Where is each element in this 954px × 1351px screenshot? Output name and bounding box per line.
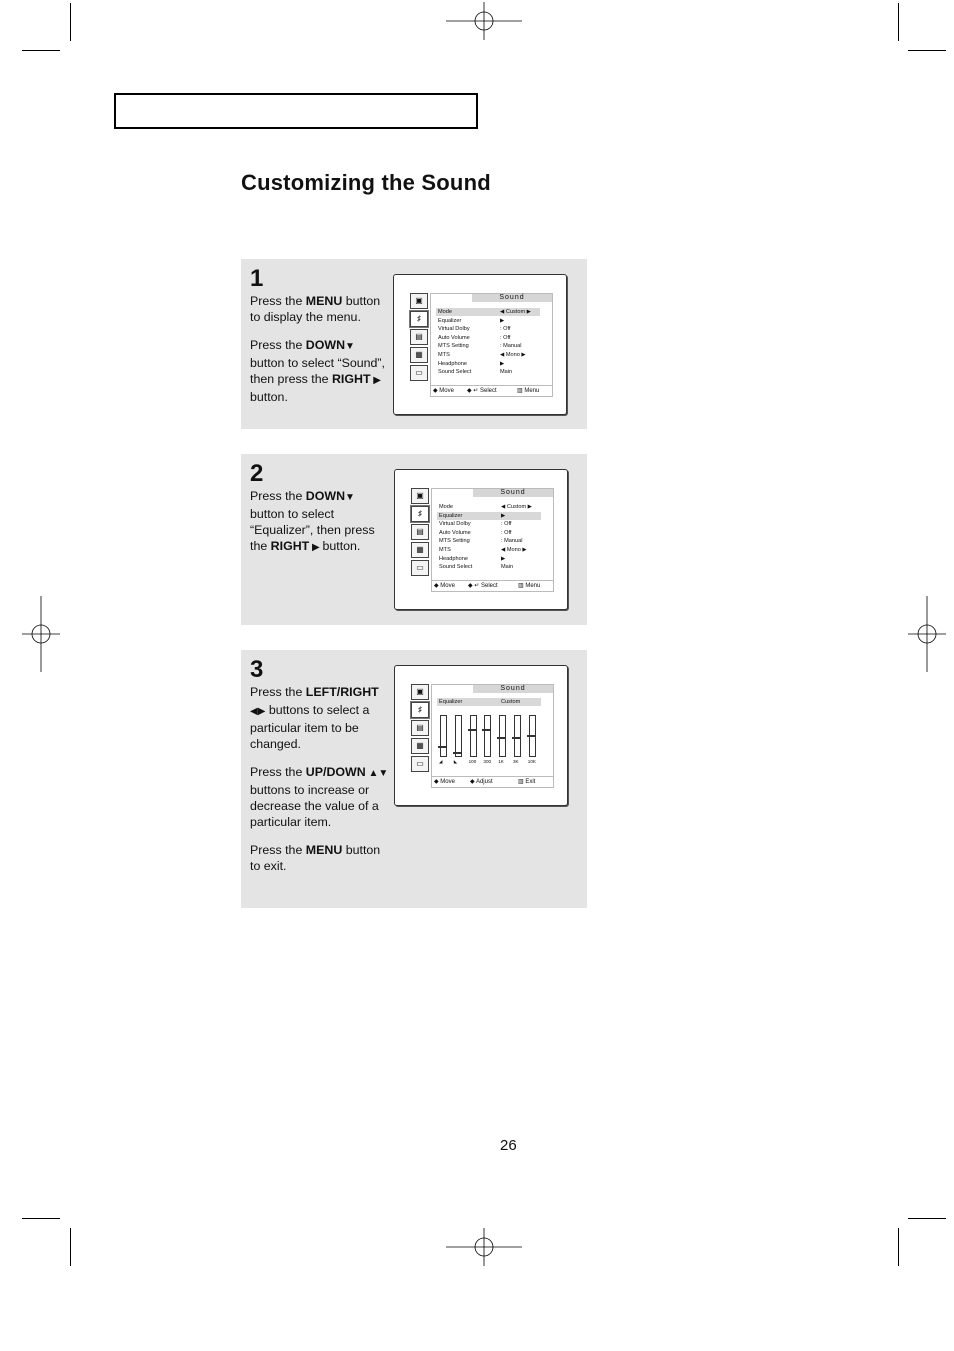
text-run: button to display the menu. — [250, 294, 381, 324]
text-run: Press the — [250, 338, 306, 352]
button-name: DOWN — [305, 489, 346, 503]
osd-row-value: : Manual — [501, 538, 523, 545]
equalizer-slider — [514, 715, 521, 757]
picture-icon: ▣ — [410, 293, 428, 309]
osd-row-value: : Off — [500, 334, 511, 341]
osd-footer-menu: ▥ Menu — [518, 583, 541, 589]
text-run: Press the — [250, 489, 306, 503]
osd-row-label: Sound Select — [438, 369, 472, 376]
osd-menu-row — [436, 360, 540, 368]
equalizer-slider-knob — [453, 752, 462, 754]
osd-menu-row — [437, 503, 541, 511]
step-paragraph — [250, 684, 390, 752]
osd-menu-title: Sound — [472, 294, 552, 302]
button-name: RIGHT — [270, 539, 310, 553]
text-run: button to exit. — [250, 843, 381, 873]
input-icon: ▭ — [411, 560, 429, 576]
osd-row-label: Virtual Dolby — [439, 521, 471, 528]
osd-row-value: ▶ — [500, 360, 505, 367]
crop-mark — [908, 1218, 946, 1219]
sound-icon: ♯ — [410, 311, 428, 327]
registration-mark-bottom — [446, 1228, 522, 1266]
text-run: button. — [250, 390, 288, 404]
equalizer-slider — [484, 715, 491, 757]
osd-footer — [432, 776, 553, 787]
osd-row-label: Headphone — [438, 360, 467, 367]
osd-row-value: ◀ Mono ▶ — [501, 547, 527, 553]
osd-row-value: ▶ — [501, 512, 506, 519]
crop-mark — [908, 50, 946, 51]
step-paragraph — [250, 764, 390, 830]
arrow-icon: ▶ — [309, 542, 323, 553]
equalizer-slider — [499, 715, 506, 757]
equalizer-slider-knob — [497, 737, 506, 739]
osd-menu-row — [436, 342, 540, 350]
tv-screen — [393, 274, 567, 415]
osd-footer-move: ◆ Move — [434, 583, 455, 589]
equalizer-band-label: ◣ — [453, 759, 458, 764]
equalizer-band-label: 1K — [498, 759, 504, 764]
osd-footer-move: ◆ Move — [433, 388, 454, 394]
step-number: 2 — [250, 460, 264, 487]
osd-menu-row — [437, 512, 541, 520]
tv-screen — [394, 469, 568, 610]
equalizer-slider-knob — [438, 746, 447, 748]
osd-row-label: Equalizer — [438, 317, 462, 324]
osd-row-label: MTS Setting — [439, 538, 470, 545]
osd-menu-row — [436, 317, 540, 325]
text-run: button to select “Equalizer”, then press the — [250, 507, 375, 553]
osd-row-label: Headphone — [439, 555, 468, 562]
button-name: MENU — [305, 843, 343, 857]
osd-menu-row — [436, 334, 540, 342]
osd-footer — [432, 580, 553, 591]
equalizer-band-label: 100 — [468, 759, 477, 764]
text-run: Press the — [250, 843, 306, 857]
step-paragraph — [250, 842, 390, 874]
arrow-icon: ▲▼ — [365, 768, 389, 779]
crop-mark — [22, 1218, 60, 1219]
osd-row-label: Virtual Dolby — [438, 326, 470, 333]
step-paragraph — [250, 337, 390, 405]
page-number: 26 — [500, 1137, 517, 1154]
osd-footer-select: ◆ ↵ Select — [468, 583, 498, 589]
arrow-icon: ▼ — [345, 341, 355, 352]
sound-icon: ♯ — [411, 702, 429, 718]
setup-icon: ▦ — [411, 542, 429, 558]
page-title: Customizing the Sound — [241, 170, 491, 195]
osd-menu-row — [436, 351, 540, 359]
equalizer-slider-knob — [527, 735, 536, 737]
text-run: buttons to select a particular item to be changed. — [250, 703, 370, 751]
text-run: Press the — [250, 685, 306, 699]
osd-row-value: : Manual — [500, 343, 522, 350]
osd-footer-select: ◆ ↵ Select — [467, 388, 497, 394]
osd-menu-row — [437, 563, 541, 571]
text-run: button. — [322, 539, 361, 553]
step-panel-3 — [241, 650, 587, 908]
osd-row-label: Sound Select — [439, 564, 473, 571]
step-text — [250, 293, 390, 417]
text-run: Press the — [250, 294, 306, 308]
osd-footer — [431, 385, 552, 396]
osd-menu-row — [436, 325, 540, 333]
step-text — [250, 488, 390, 568]
osd-menu-title: Sound — [473, 685, 553, 693]
crop-mark — [70, 3, 71, 41]
osd-menu-row — [437, 555, 541, 563]
crop-mark — [898, 1228, 899, 1266]
setup-icon: ▦ — [410, 347, 428, 363]
crop-mark — [70, 1228, 71, 1266]
button-name: DOWN — [305, 338, 346, 352]
button-name: MENU — [305, 294, 343, 308]
equalizer-slider-knob — [482, 729, 491, 731]
osd-row-value: : Off — [501, 521, 512, 528]
equalizer-slider-knob — [512, 737, 521, 739]
osd-row-value: Main — [501, 564, 514, 571]
registration-mark-left — [22, 596, 60, 672]
osd-menu-row — [437, 546, 541, 554]
osd-menu-row — [436, 368, 540, 376]
osd-row-label: MTS — [438, 352, 450, 358]
arrow-icon: ▶ — [370, 375, 381, 386]
chapter-header-box — [114, 93, 478, 129]
osd-row-value: ▶ — [500, 317, 505, 324]
text-run: Press the — [250, 765, 306, 779]
osd-equalizer-panel — [431, 684, 554, 788]
equalizer-slider — [529, 715, 536, 757]
osd-row-label: Equalizer — [439, 512, 463, 519]
equalizer-band-label: 10K — [527, 759, 536, 764]
step-paragraph — [250, 488, 390, 556]
osd-row-label: Mode — [438, 309, 452, 315]
registration-mark-top — [446, 2, 522, 40]
tv-screen-equalizer — [394, 665, 568, 806]
input-icon: ▭ — [410, 365, 428, 381]
equalizer-slider — [470, 715, 477, 757]
equalizer-band-label: 300 — [483, 759, 492, 764]
crop-mark — [898, 3, 899, 41]
text-run: buttons to increase or decrease the value of a particular item. — [250, 783, 379, 829]
step-number: 1 — [250, 265, 264, 292]
input-icon: ▭ — [411, 756, 429, 772]
osd-menu-title: Sound — [473, 489, 553, 497]
picture-icon: ▣ — [411, 684, 429, 700]
equalizer-label: Equalizer — [439, 699, 463, 705]
equalizer-header — [437, 698, 541, 706]
osd-row-value: : Off — [501, 529, 512, 536]
osd-footer-menu: ▥ Menu — [517, 388, 540, 394]
osd-row-value: : Off — [500, 326, 511, 333]
button-name: UP/DOWN — [305, 765, 366, 779]
osd-menu-panel — [431, 488, 554, 592]
osd-row-value: ◀ Custom ▶ — [501, 504, 532, 510]
channel-icon: ▤ — [410, 329, 428, 345]
registration-mark-right — [908, 596, 946, 672]
equalizer-slider-knob — [468, 729, 477, 731]
button-name: RIGHT — [331, 372, 371, 386]
osd-footer-adjust: ◆ Adjust — [470, 779, 493, 785]
osd-row-value: ◀ Custom ▶ — [500, 309, 531, 315]
equalizer-mode: Custom — [501, 699, 521, 705]
button-name: LEFT/RIGHT — [305, 685, 379, 699]
equalizer-slider — [440, 715, 447, 757]
step-panel-1 — [241, 259, 587, 429]
osd-footer-move: ◆ Move — [434, 779, 455, 785]
osd-menu-row — [437, 537, 541, 545]
osd-row-label: Auto Volume — [438, 334, 470, 341]
channel-icon: ▤ — [411, 720, 429, 736]
equalizer-band-label: ◢ — [439, 759, 443, 764]
osd-menu-row — [436, 308, 540, 316]
arrow-icon: ◀▶ — [250, 706, 266, 717]
osd-row-value: ◀ Mono ▶ — [500, 352, 526, 358]
step-text — [250, 684, 390, 886]
equalizer-slider — [455, 715, 462, 757]
osd-footer-exit: ▥ Exit — [518, 779, 536, 785]
equalizer-band-label: 3K — [513, 759, 519, 764]
osd-row-value: Main — [500, 369, 513, 376]
step-paragraph — [250, 293, 390, 325]
text-run: button to select “Sound”, then press the — [250, 356, 386, 386]
osd-row-label: MTS Setting — [438, 343, 469, 350]
osd-row-value: ▶ — [501, 555, 506, 562]
channel-icon: ▤ — [411, 524, 429, 540]
arrow-icon: ▼ — [345, 492, 355, 503]
osd-menu-row — [437, 529, 541, 537]
sound-icon: ♯ — [411, 506, 429, 522]
setup-icon: ▦ — [411, 738, 429, 754]
osd-menu-row — [437, 520, 541, 528]
osd-row-label: Mode — [439, 504, 453, 510]
osd-menu-panel — [430, 293, 553, 397]
step-number: 3 — [250, 656, 264, 683]
crop-mark — [22, 50, 60, 51]
step-panel-2 — [241, 454, 587, 625]
osd-row-label: Auto Volume — [439, 529, 471, 536]
osd-row-label: MTS — [439, 547, 451, 553]
picture-icon: ▣ — [411, 488, 429, 504]
